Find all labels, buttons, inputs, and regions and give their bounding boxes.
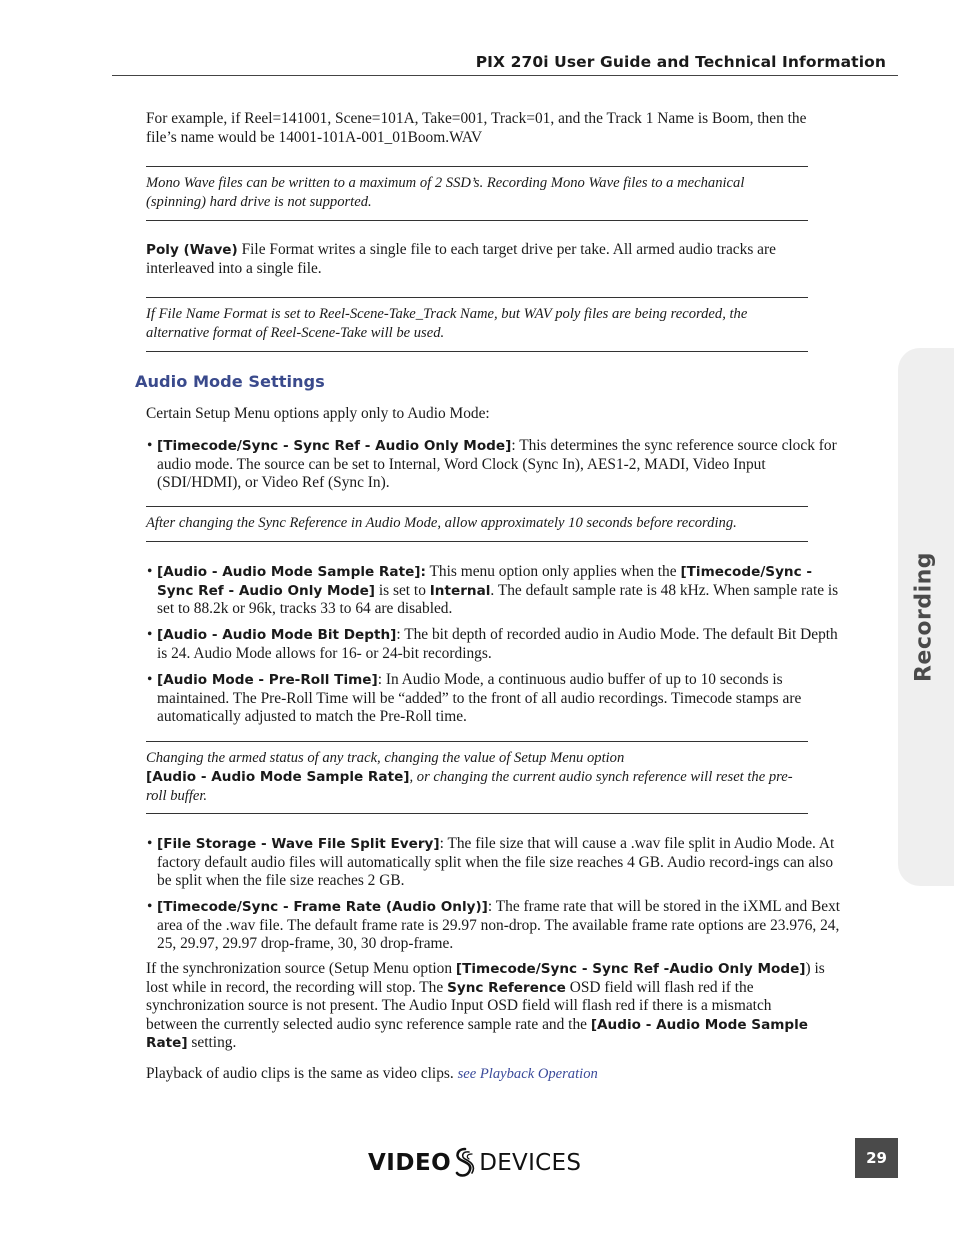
bullet-dot: • (147, 671, 153, 688)
header-title: PIX 270i User Guide and Technical Information (475, 53, 886, 71)
paragraph-text: setting. (187, 1034, 237, 1052)
menu-option-label: [Timecode/Sync - Frame Rate (Audio Only)] (157, 899, 488, 915)
menu-option-label: [File Storage - Wave File Split Every] (157, 836, 440, 852)
list-item-text: : The bit depth of recorded audio in Audio Mode. The default Bit Depth is 24. Audio Mode allows for 16- or 24-bit recordings. (157, 626, 838, 662)
paragraph-text: ) is lost while in record, the recording will stop. The (146, 960, 825, 996)
bullet-dot: • (147, 898, 153, 915)
header-rule (112, 75, 898, 76)
note-sync-reference-wait-text: After changing the Sync Reference in Audio Mode, allow approximately 10 seconds before recording. (146, 515, 737, 531)
list-item-text: : The frame rate that will be stored in the iXML and Bext area of the .wav file. The default frame rate is 29.97 non-drop. The available frame rate options are 23.976, 24, 25, 29.97, 29.97 drop-frame, 30, 30 drop-frame. (157, 898, 841, 953)
list-item-text: : This determines the sync reference source clock for audio mode. The source can be set to Internal, Word Clock (Sync In), AES1-2, MADI, Video Input (SDI/HDMI), or Video Ref (Sync In). (157, 437, 837, 492)
menu-option-label: [Audio - Audio Mode Bit Depth] (157, 627, 397, 643)
chapter-side-tab-label: Recording (911, 551, 937, 683)
logo-video-text: VIDEO (368, 1150, 452, 1176)
list-item-text: . The default sample rate is 48 kHz. When sample rate is set to 88.2k or 96k, tracks 33 to 64 are disabled. (157, 581, 839, 618)
paragraph-text: Playback of audio clips is the same as video clips. (146, 1065, 458, 1082)
note-text: , or changing the current audio synch reference will reset the pre-roll buffer. (146, 768, 793, 804)
menu-option-label: [Timecode/Sync - Sync Ref -Audio Only Mode] (455, 961, 806, 977)
list-item-text: : The file size that will cause a .wav file split in Audio Mode. At factory default audio files will automatically split when the file size reaches 4 GB. Audio record-ings can also be split when the file size reaches 2 GB. (157, 835, 835, 890)
bullet-dot: • (147, 437, 153, 454)
menu-option-label: [Audio - Audio Mode Sample Rate] (146, 1016, 809, 1052)
page-number: 29 (855, 1138, 898, 1178)
menu-option-label: [Audio - Audio Mode Sample Rate]: (157, 564, 426, 580)
list-item-text: : In Audio Mode, a continuous audio buffer of up to 10 seconds is maintained. The Pre-Roll Time will be “added” to the front of all audio recordings. Timecode stamps are automatically adjusted to match the Pre-Roll time. (157, 671, 802, 726)
note-mono-wave-text: Mono Wave files can be written to a maximum of 2 SSD’s. Recording Mono Wave files to a mechanical (spinning) hard drive is not supported. (146, 175, 745, 210)
paragraph-text: If the synchronization source (Setup Menu option (146, 960, 456, 977)
menu-option-label: [Audio Mode - Pre-Roll Time] (157, 672, 378, 688)
list-item-bit-depth (147, 626, 841, 663)
paragraph-sync-loss (146, 960, 826, 1053)
poly-wave-label: Poly (Wave) (146, 242, 238, 258)
bullet-dot: • (147, 835, 153, 852)
paragraph-playback (146, 1065, 836, 1084)
note-sync-reference-wait (146, 506, 808, 542)
playback-operation-link[interactable]: see Playback Operation (457, 1066, 598, 1082)
menu-option-label: [Timecode/Sync - Sync Ref - Audio Only Mode] (157, 564, 813, 599)
menu-option-label: [Audio - Audio Mode Sample Rate] (146, 768, 410, 785)
list-item-sync-ref (147, 437, 841, 493)
paragraph-filename-example: For example, if Reel=141001, Scene=101A, Take=001, Track=01, and the Track 1 Name is Boom, then the file’s name would be 14001-101A-001_01Boom.WAV (146, 110, 807, 146)
logo-swirl-icon (452, 1147, 478, 1179)
paragraph-setup-menu-intro: Certain Setup Menu options apply only to Audio Mode: (146, 405, 490, 422)
menu-option-label: [Timecode/Sync - Sync Ref - Audio Only Mode] (157, 438, 512, 454)
osd-field-label: Sync Reference (447, 979, 566, 996)
bullet-dot: • (147, 563, 153, 580)
note-pre-roll-reset (146, 741, 808, 814)
logo-devices-text: DEVICES (479, 1150, 582, 1176)
paragraph-text: OSD field will flash red if the synchronization source is not present. The Audio Input OSD field will flash red if there is a mismatch between the currently selected audio sync reference sample rate and the (146, 978, 772, 1033)
paragraph-poly-wave (146, 241, 836, 278)
list-item-text: is set to (375, 581, 430, 599)
setting-value: Internal (429, 582, 491, 599)
list-item-text: This menu option only applies when the (425, 563, 681, 580)
section-heading-audio-mode-settings: Audio Mode Settings (135, 372, 325, 391)
note-file-name-format (146, 297, 808, 352)
poly-wave-text: File Format writes a single file to each target drive per take. All armed audio tracks are interleaved into a single file. (146, 241, 776, 277)
list-item-frame-rate (147, 898, 841, 954)
note-file-name-format-text: If File Name Format is set to Reel-Scene-Take_Track Name, but WAV poly files are being recorded, the alternative format of Reel-Scene-Take will be used. (146, 306, 748, 341)
note-mono-wave (146, 166, 808, 221)
bullet-dot: • (147, 626, 153, 643)
video-devices-logo (368, 1146, 581, 1180)
list-item-pre-roll (147, 671, 841, 727)
note-text: Changing the armed status of any track, changing the value of Setup Menu option (146, 750, 625, 766)
list-item-wave-split (147, 835, 841, 891)
list-item-sample-rate (147, 563, 841, 619)
note-pre-roll-reset-text (146, 742, 808, 805)
